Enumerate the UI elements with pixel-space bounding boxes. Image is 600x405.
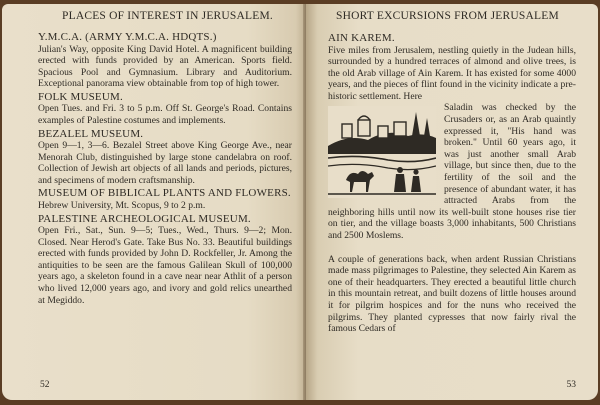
- section-title: MUSEUM OF BIBLICAL PLANTS AND FLOWERS.: [38, 187, 291, 200]
- left-page-content: [38, 30, 292, 306]
- section-title: FOLK MUSEUM.: [38, 90, 123, 103]
- page-number: 52: [40, 380, 50, 390]
- right-page: [306, 4, 598, 400]
- page-number: 53: [566, 380, 576, 390]
- section-title: PALESTINE ARCHEOLOGICAL MUSEUM.: [38, 212, 251, 225]
- section-title: AIN KAREM.: [328, 32, 395, 44]
- right-page-content: [328, 31, 576, 335]
- section-body: Open Fri., Sat., Sun. 9—5; Tues., Wed., Thurs. 9—2; Mon. Closed. Near Herod's Gate. Take Bus No. 33. Beautiful buildings erected with funds provided by John D. Rockfeller, Jr. Among the antiquities to be seen are the famous Galilean Skull of 100,000 years ago, a skeleton found in a cave near near Athlit of a person who lived 12,000 years ago, and ivory and gold relics unearthed at Megiddo.: [38, 225, 292, 306]
- paragraph: A couple of generations back, when ardent Russian Christians made mass pilgrimages to Palestine, they selected Ain Karem as one of their headquarters. They erected a beautiful little church in this mountain retreat, and built dozens of little houses around it for pilgrim hospices and for the nuns who received the pilgrims. They planted cypresses that now fairly rival the famous Cedars of: [328, 253, 576, 335]
- section-body: Open Tues. and Fri. 3 to 5 p.m. Off St. George's Road. Contains examples of Palestine costumes and implements.: [38, 103, 292, 126]
- paragraph: Five miles from Jerusalem, nestling quietly in the Judean hills, surrounded by a hundred terraces of almond and olive trees, is the old Arab village of Ain Karem. It has existed for some 4000 years, and the pieces of flint found in the vicinity indicate a pre-historic settlement. Here: [328, 44, 576, 102]
- left-page: [2, 4, 308, 400]
- paragraph: Saladin was checked by the Crusaders or, as an Arab quaintly expressed it, "His hand was broken." Until 60 years ago, it was just another small Arab village, but since then, due to the fertility of the soil and the presence of abundant water, it has attracted Arabs from the neighboring hills until now its well-built stone houses rise tier on tier, and the village boasts 3,000 inhabitants, 500 Christians and 2500 Moslems.: [328, 102, 576, 241]
- left-page-header: PLACES OF INTEREST IN JERUSALEM.: [62, 10, 273, 22]
- village-illustration: [328, 106, 436, 198]
- right-page-header: SHORT EXCURSIONS FROM JERUSALEM: [336, 10, 559, 22]
- section-title: Y.M.C.A. (ARMY Y.M.C.A. HDQTS.): [38, 31, 217, 43]
- woodcut-illustration-icon: [328, 106, 436, 198]
- section-body: Hebrew University, Mt. Scopus, 9 to 2 p.m.: [38, 199, 206, 211]
- section-body: Open 9—1, 3—6. Bezalel Street above King George Ave., near Menorah Club, distinguished by large stone candelabra on roof. Collection of Jewish art objects of all lands and periods, pictures, and specimens of modern craftsmanship.: [38, 140, 292, 186]
- section-body: Julian's Way, opposite King David Hotel. A magnificent building erected with funds provided by an American. Sports field. Spacious Pool and Gymnasium. Library and Auditorium. Exceptional panorama view obtainable from top of high tower.: [38, 43, 292, 90]
- section-title: BEZALEL MUSEUM.: [38, 127, 144, 140]
